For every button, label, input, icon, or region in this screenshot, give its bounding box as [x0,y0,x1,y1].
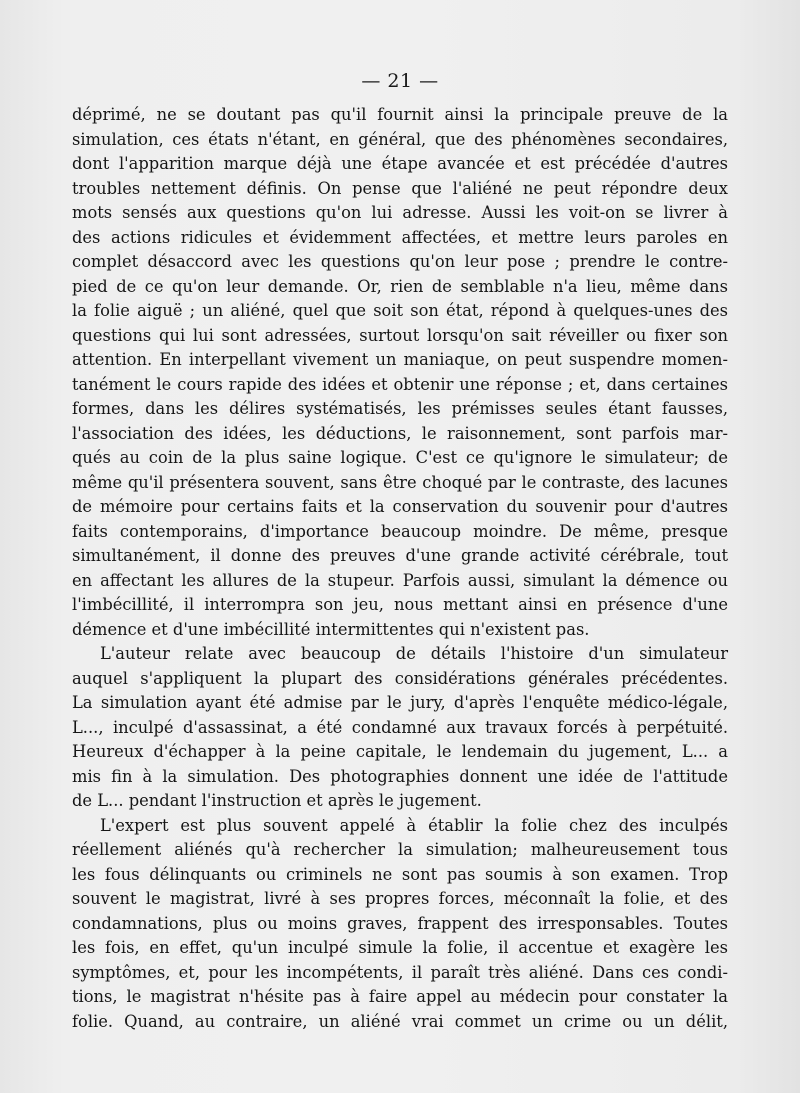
text-line: de L... pendant l'instruction et après le jugement. [72,791,482,810]
text-line: même qu'il présentera souvent, sans être choqué par le contraste, des lacunes [72,472,728,492]
text-line: déprimé, ne se doutant pas qu'il fournit ainsi la principale preuve de la [72,105,728,124]
text-line: L..., inculpé d'assassinat, a été condamné aux travaux forcés à perpétuité. [72,717,728,737]
page-number: — 21 — [361,70,439,92]
text-line: de mémoire pour certains faits et la conservation du souvenir pour d'autres [72,497,728,516]
paragraph-1 [72,103,728,642]
text-line: mis fin à la simulation. Des photographies donnent une idée de l'attitude [72,766,728,786]
text-line: tanément le cours rapide des idées et obtenir une réponse ; et, dans certaines [72,374,728,394]
text-line: souvent le magistrat, livré à ses propres forces, méconnaît la folie, et des [72,889,728,908]
text-line: l'association des idées, les déductions, le raisonnement, sont parfois mar- [72,423,728,443]
text-line: dont l'apparition marque déjà une étape avancée et est précédée d'autres [72,154,728,173]
paragraph-2 [72,642,728,814]
text-line: les fois, en effet, qu'un inculpé simule la folie, il accentue et exagère les [72,938,728,957]
text-line: folie. Quand, au contraire, un aliéné vrai commet un crime ou un délit, [72,1011,728,1031]
text-line: La simulation ayant été admise par le jury, d'après l'enquête médico-légale, [72,693,728,712]
text-line: faits contemporains, d'importance beaucoup moindre. De même, presque [72,521,728,541]
text-line: réellement aliénés qu'à rechercher la simulation; malheureusement tous [72,840,728,859]
text-line: formes, dans les délires systématisés, les prémisses seules étant fausses, [72,399,728,418]
text-line: questions qui lui sont adressées, surtout lorsqu'on sait réveiller ou fixer son [72,325,728,345]
text-line: tions, le magistrat n'hésite pas à faire appel au médecin pour constater la [72,987,728,1006]
body-text [72,103,728,1034]
text-line: Heureux d'échapper à la peine capitale, le lendemain du jugement, L... a [72,742,728,761]
text-line: simulation, ces états n'étant, en général, que des phénomènes secondaires, [72,129,728,149]
text-line: l'imbécillité, il interrompra son jeu, nous mettant ainsi en présence d'une [72,595,728,614]
text-line: qués au coin de la plus saine logique. C'est ce qu'ignore le simulateur; de [72,448,728,467]
paragraph-3 [72,814,728,1035]
text-line: des actions ridicules et évidemment affectées, et mettre leurs paroles en [72,227,728,247]
text-line: la folie aiguë ; un aliéné, quel que soit son état, répond à quelques-unes des [72,301,728,320]
text-line: attention. En interpellant vivement un maniaque, on peut suspendre momen- [72,350,728,369]
text-line: auquel s'appliquent la plupart des considérations générales précédentes. [72,668,728,688]
text-line: simultanément, il donne des preuves d'une grande activité cérébrale, tout [72,546,728,565]
text-line: mots sensés aux questions qu'on lui adresse. Aussi les voit-on se livrer à [72,203,728,222]
text-line: démence et d'une imbécillité intermittentes qui n'existent pas. [72,619,590,639]
text-line: troubles nettement définis. On pense que l'aliéné ne peut répondre deux [72,178,728,198]
text-line: L'auteur relate avec beaucoup de détails l'histoire d'un simulateur [100,644,728,663]
text-line: L'expert est plus souvent appelé à établir la folie chez des inculpés [100,815,728,835]
text-line: pied de ce qu'on leur demande. Or, rien de semblable n'a lieu, même dans [72,276,728,296]
text-line: en affectant les allures de la stupeur. Parfois aussi, simulant la démence ou [72,570,728,590]
text-line: les fous délinquants ou criminels ne sont pas soumis à son examen. Trop [72,864,728,884]
text-line: complet désaccord avec les questions qu'on leur pose ; prendre le contre- [72,252,728,271]
text-line: symptômes, et, pour les incompétents, il paraît très aliéné. Dans ces condi- [72,962,728,982]
text-line: condamnations, plus ou moins graves, frappent des irresponsables. Toutes [72,913,728,933]
